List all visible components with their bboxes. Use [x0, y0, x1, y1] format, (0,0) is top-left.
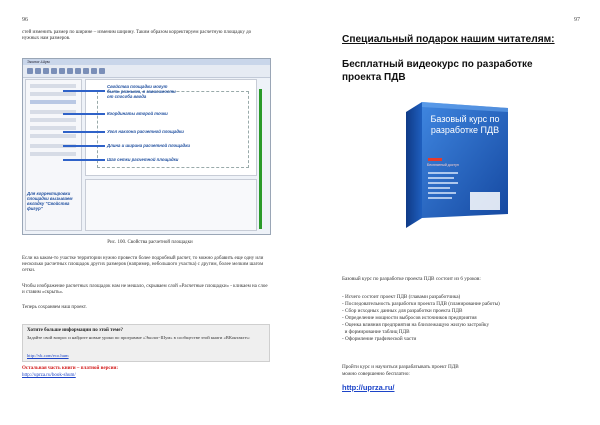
cta-line-1: Пройти курс и научиться разрабатывать проект ПДВ: [342, 364, 459, 370]
info-box-text: Задайте свой вопрос и найдите новые уроки по программе «Эколог-Шум» в сообществе этой книги «ВКонтакте»:: [27, 335, 251, 340]
callout-angle: Угол наклона расчетной площадки: [107, 129, 184, 134]
course-intro: Базовый курс по разработке проекта ПДВ состоит из 6 уроков:: [342, 276, 481, 282]
property-row: [30, 92, 76, 96]
info-box: [22, 324, 270, 362]
callout-second-point: Координаты второй точки: [107, 111, 168, 116]
toolbar-icon: [83, 68, 89, 74]
lesson-5-continued: и формирование таблиц ПДВ: [342, 329, 410, 335]
dvd-box-image: [400, 96, 520, 232]
lesson-1: - Исчего состоит проект ПДВ (главами разработчика): [342, 294, 461, 300]
callout-length-width: Длина и ширина расчетной площадки: [107, 143, 190, 148]
callout-grid-step: Шаг сетки расчетной площадки: [107, 157, 179, 162]
toolbar-icon: [59, 68, 65, 74]
body-paragraph-2: Чтобы изображение расчетных площадок нам не мешало, скрываем слой «Расчетные площадки» - кликаем на слое и ставим «скрыть».: [22, 284, 268, 296]
toolbar-icon: [43, 68, 49, 74]
property-row: [30, 100, 76, 104]
callout-arrow: [63, 131, 105, 133]
course-link[interactable]: http://uprza.ru/: [342, 383, 395, 392]
callout-arrow: [63, 159, 105, 161]
green-vertical-bar: [259, 89, 262, 229]
property-row: [30, 84, 76, 88]
lesson-6: - Оформление графической части: [342, 336, 417, 342]
toolbar-icon: [35, 68, 41, 74]
toolbar-icon: [27, 68, 33, 74]
lesson-5: - Оценка влияния предприятия на близлежащую жилую застройку: [342, 322, 490, 328]
page-number-right: 97: [574, 17, 580, 23]
gift-title: Специальный подарок нашим читателям:: [342, 34, 555, 45]
dvd-title: Базовый курс по разработке ПДВ: [430, 114, 500, 135]
intro-paragraph: стей изменить размер по ширине – изменим ширину. Таким образом корректируем расчетную площадку до нужных нам размеров.: [22, 30, 252, 42]
book-link[interactable]: http://uprza.ru/book-shum/: [22, 373, 76, 378]
toolbar-icon: [75, 68, 81, 74]
screenshot-window-title: Эколог-Шум: [27, 59, 50, 64]
info-box-heading: Хотите больше информации по этой теме?: [27, 328, 123, 333]
toolbar-icon: [67, 68, 73, 74]
lesson-2: - Последовательность разработки проекта ПДВ (планирование работы): [342, 301, 500, 307]
paid-version-heading: Остальная часть книги – платной версии:: [22, 366, 119, 371]
dvd-tag: Бесплатный доступ: [427, 163, 459, 167]
property-row: [30, 126, 76, 130]
lesson-4: - Определение мощности выбросов источников предприятия: [342, 315, 477, 321]
property-row: [30, 134, 76, 138]
lesson-3: - Сбор исходных данных для разработки проекта ПДВ: [342, 308, 463, 314]
callout-properties: Свойства площадки могут быть разными, в зависимости от способа ввода: [107, 84, 176, 99]
cta-line-2: можно совершенно бесплатно:: [342, 371, 410, 377]
callout-arrow: [63, 90, 105, 92]
toolbar-icon: [51, 68, 57, 74]
body-paragraph-1: Если на каком-то участке территории нужно провести более подробный расчет, то можно добавить еще одну или несколько расчетных площадок других размеров (например, небольшого участка) с другим, более мелким шагом сетки.: [22, 256, 264, 274]
toolbar-icon: [91, 68, 97, 74]
callout-shape-properties: Для корректировки площадки вызываем вкладку "Свойства фигур": [27, 191, 73, 211]
property-row: [30, 118, 76, 122]
toolbar-icon: [99, 68, 105, 74]
program-screenshot-figure: [22, 58, 271, 235]
right-page: [300, 0, 600, 425]
property-row: [30, 152, 76, 156]
page-number-left: 96: [22, 17, 28, 23]
lower-panel: [85, 179, 257, 231]
figure-caption: Рис. 100. Свойства расчетной площадки: [107, 240, 193, 245]
callout-arrow: [63, 113, 105, 115]
info-box-link[interactable]: http://vk.com/eco.hum: [27, 353, 69, 358]
body-paragraph-3: Теперь сохраняем наш проект.: [22, 305, 87, 310]
course-subtitle: Бесплатный видеокурс по разработке проекта ПДВ: [342, 59, 533, 83]
callout-arrow: [63, 145, 105, 147]
